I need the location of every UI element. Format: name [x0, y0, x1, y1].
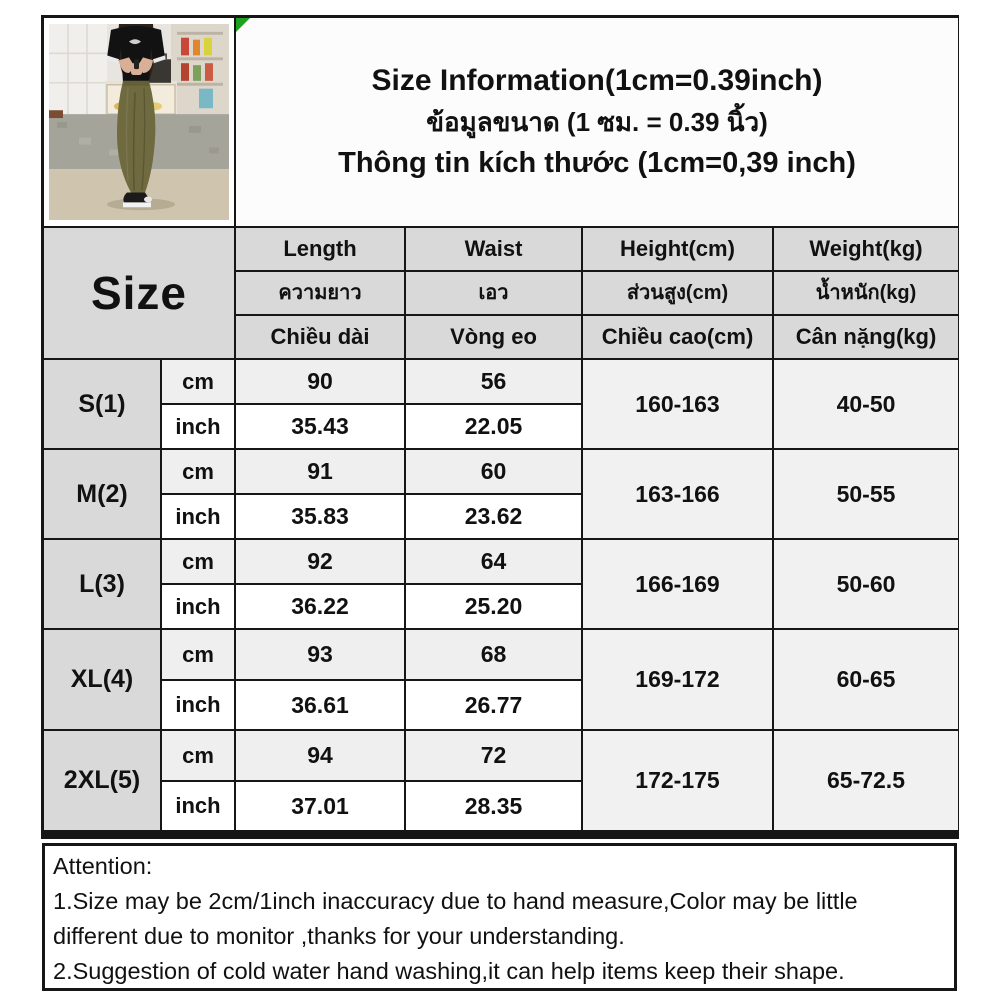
- col-header-waist-vi: Vòng eo: [406, 316, 581, 358]
- xl-length-cm: 93: [236, 630, 404, 679]
- l-waist-inch: 25.20: [406, 585, 581, 628]
- xl-weight-range: 60-65: [774, 630, 958, 729]
- size-table: [41, 15, 959, 839]
- l-length-cm: 92: [236, 540, 404, 583]
- m-weight-range: 50-55: [774, 450, 958, 538]
- col-header-weight-en: Weight(kg): [774, 228, 958, 270]
- title-vietnamese: Thông tin kích thước (1cm=0,39 inch): [338, 146, 856, 179]
- attention-line-1: 1.Size may be 2cm/1inch inaccuracy due to hand measure,Color may be little different due to monitor ,thanks for your understanding.: [53, 888, 858, 949]
- unit-cm: cm: [162, 630, 234, 679]
- col-header-waist-en: Waist: [406, 228, 581, 270]
- attention-heading: Attention:: [53, 853, 153, 879]
- s-weight-range: 40-50: [774, 360, 958, 448]
- 2xl-height-range: 172-175: [583, 731, 772, 830]
- m-waist-inch: 23.62: [406, 495, 581, 538]
- xl-length-inch: 36.61: [236, 681, 404, 729]
- attention-note: [42, 843, 957, 991]
- xl-waist-cm: 68: [406, 630, 581, 679]
- s-waist-cm: 56: [406, 360, 581, 403]
- size-label-l: L(3): [44, 540, 160, 628]
- unit-inch: inch: [162, 782, 234, 830]
- m-length-inch: 35.83: [236, 495, 404, 538]
- s-waist-inch: 22.05: [406, 405, 581, 448]
- s-length-cm: 90: [236, 360, 404, 403]
- size-label-m: M(2): [44, 450, 160, 538]
- attention-line-2: 2.Suggestion of cold water hand washing,it can help items keep their shape.: [53, 958, 845, 984]
- 2xl-weight-range: 65-72.5: [774, 731, 958, 830]
- 2xl-waist-cm: 72: [406, 731, 581, 780]
- m-length-cm: 91: [236, 450, 404, 493]
- l-height-range: 166-169: [583, 540, 772, 628]
- unit-inch: inch: [162, 495, 234, 538]
- 2xl-length-inch: 37.01: [236, 782, 404, 830]
- unit-cm: cm: [162, 360, 234, 403]
- col-header-length-en: Length: [236, 228, 404, 270]
- model-photo-illustration: [49, 24, 229, 220]
- xl-height-range: 169-172: [583, 630, 772, 729]
- col-header-waist-th: เอว: [406, 272, 581, 314]
- unit-cm: cm: [162, 540, 234, 583]
- title-block: [236, 18, 958, 226]
- m-waist-cm: 60: [406, 450, 581, 493]
- size-label-2xl: 2XL(5): [44, 731, 160, 830]
- m-height-range: 163-166: [583, 450, 772, 538]
- unit-inch: inch: [162, 585, 234, 628]
- cell-error-marker-icon: [236, 18, 250, 32]
- s-length-inch: 35.43: [236, 405, 404, 448]
- s-height-range: 160-163: [583, 360, 772, 448]
- product-photo: [44, 18, 234, 226]
- unit-inch: inch: [162, 681, 234, 729]
- unit-inch: inch: [162, 405, 234, 448]
- l-waist-cm: 64: [406, 540, 581, 583]
- col-header-height-vi: Chiều cao(cm): [583, 316, 772, 358]
- title-thai: ข้อมูลขนาด (1 ซม. = 0.39 นิ้ว): [426, 106, 768, 137]
- 2xl-length-cm: 94: [236, 731, 404, 780]
- title-english: Size Information(1cm=0.39inch): [371, 64, 823, 98]
- col-header-height-en: Height(cm): [583, 228, 772, 270]
- size-header: Size: [44, 228, 234, 358]
- col-header-length-th: ความยาว: [236, 272, 404, 314]
- col-header-weight-th: น้ำหนัก(kg): [774, 272, 958, 314]
- col-header-height-th: ส่วนสูง(cm): [583, 272, 772, 314]
- size-label-s: S(1): [44, 360, 160, 448]
- 2xl-waist-inch: 28.35: [406, 782, 581, 830]
- xl-waist-inch: 26.77: [406, 681, 581, 729]
- unit-cm: cm: [162, 731, 234, 780]
- size-label-xl: XL(4): [44, 630, 160, 729]
- unit-cm: cm: [162, 450, 234, 493]
- col-header-length-vi: Chiều dài: [236, 316, 404, 358]
- l-length-inch: 36.22: [236, 585, 404, 628]
- col-header-weight-vi: Cân nặng(kg): [774, 316, 958, 358]
- l-weight-range: 50-60: [774, 540, 958, 628]
